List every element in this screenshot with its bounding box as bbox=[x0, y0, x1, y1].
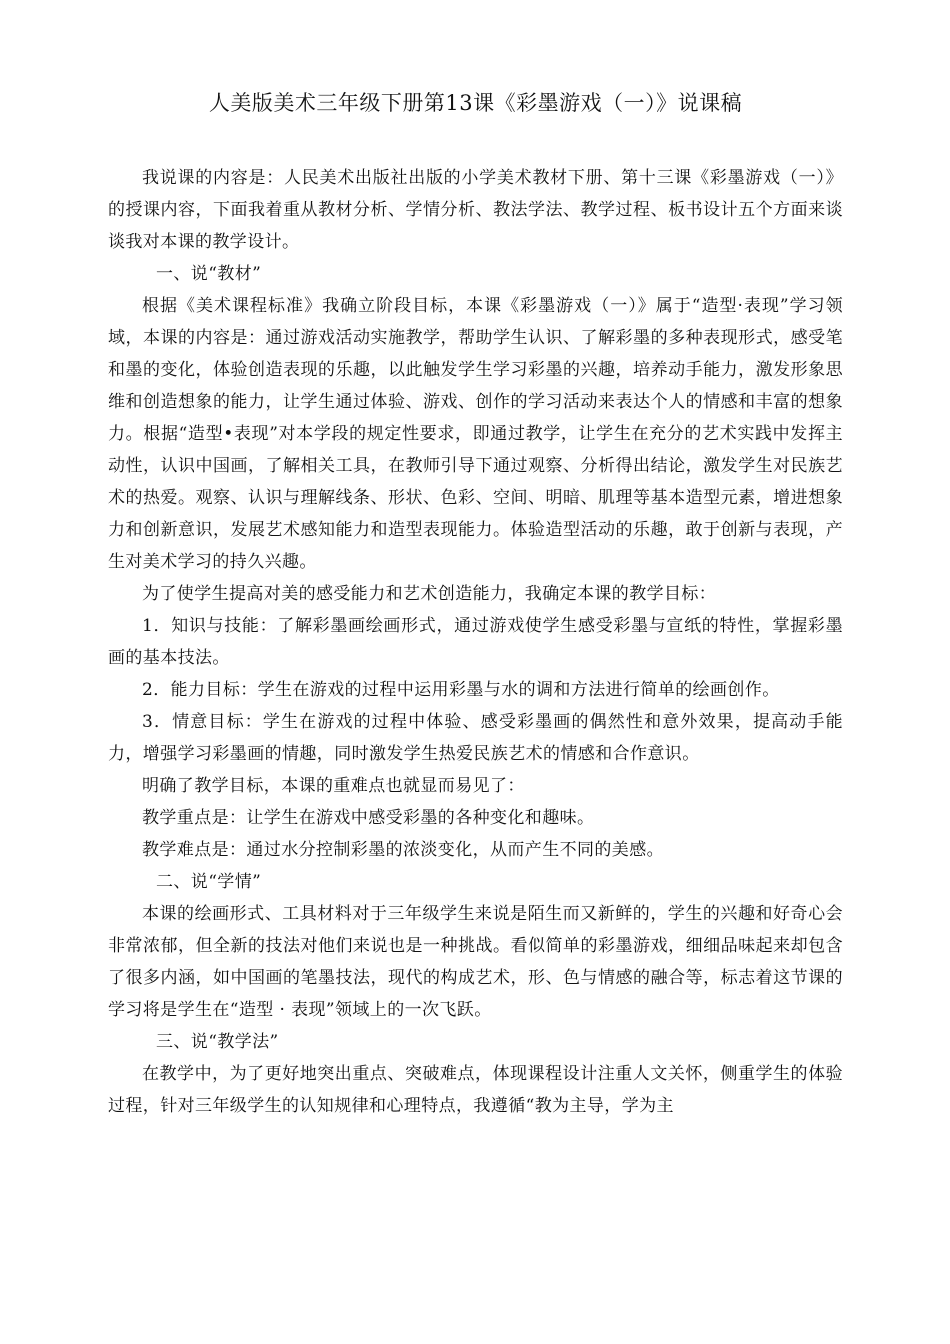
list-item-goal-ability: 2．能力目标：学生在游戏的过程中运用彩墨与水的调和方法进行简单的绘画创作。 bbox=[142, 680, 780, 700]
paragraph-textbook-analysis: 根据《美术课程标准》我确立阶段目标，本课《彩墨游戏（一）》属于“造型·表现”学习领域，本课的内容是：通过游戏活动实施教学，帮助学生认识、了解彩墨的多种表现形式，感受笔和墨的变化，体验创造表现的乐趣，以此触发学生学习彩墨的兴趣，培养动手能力，激发形象思维和创造想象的能力，让学生通过体验、游戏、创作的学习活动来表达个人的情感和丰富的想象力。根据“造型•表现”对本学段的规定性要求，即通过教学，让学生在充分的艺术实践中发挥主动性，认识中国画，了解相关工具，在教师引导下通过观察、分析得出结论，激发学生对民族艺术的热爱。观察、认识与理解线条、形状、色彩、空间、明暗、肌理等基本造型元素，增进想象力和创新意识，发展艺术感知能力和造型表现能力。体验造型活动的乐趣，敢于创新与表现，产生对美术学习的持久兴趣。 bbox=[108, 296, 843, 572]
document-page bbox=[108, 88, 843, 1122]
section-heading-textbook: 一、说“教材” bbox=[156, 264, 262, 284]
paragraph-intro: 我说课的内容是：人民美术出版社出版的小学美术教材下册、第十三课《彩墨游戏（一）》的授课内容，下面我着重从教材分析、学情分析、教法学法、教学过程、板书设计五个方面来谈谈我对本课的教学设计。 bbox=[108, 168, 843, 252]
paragraph-key-points-intro: 明确了教学目标，本课的重难点也就显而易见了： bbox=[142, 776, 525, 796]
page-title: 人美版美术三年级下册第13课《彩墨游戏（一）》说课稿 bbox=[208, 91, 743, 115]
paragraph-goals-intro: 为了使学生提高对美的感受能力和艺术创造能力，我确定本课的教学目标： bbox=[142, 584, 717, 604]
paragraph-teaching-methods: 在教学中，为了更好地突出重点、突破难点，体现课程设计注重人文关怀，侧重学生的体验过程，针对三年级学生的认知规律和心理特点，我遵循“教为主导，学为主 bbox=[108, 1064, 843, 1116]
paragraph-student-analysis: 本课的绘画形式、工具材料对于三年级学生来说是陌生而又新鲜的，学生的兴趣和好奇心会非常浓郁，但全新的技法对他们来说也是一种挑战。看似简单的彩墨游戏，细细品味起来却包含了很多内涵，如中国画的笔墨技法，现代的构成艺术，形、色与情感的融合等，标志着这节课的学习将是学生在“造型 · 表现”领域上的一次飞跃。 bbox=[108, 904, 843, 1020]
paragraph-teaching-difficulty: 教学难点是：通过水分控制彩墨的浓淡变化，从而产生不同的美感。 bbox=[142, 840, 664, 860]
paragraph-teaching-focus: 教学重点是：让学生在游戏中感受彩墨的各种变化和趣味。 bbox=[142, 808, 595, 828]
list-item-goal-emotion: 3．情意目标：学生在游戏的过程中体验、感受彩墨画的偶然性和意外效果，提高动手能力，增强学习彩墨画的情趣，同时激发学生热爱民族艺术的情感和合作意识。 bbox=[108, 712, 843, 764]
section-heading-methods: 三、说“教学法” bbox=[156, 1032, 279, 1052]
section-heading-students: 二、说“学情” bbox=[156, 872, 262, 892]
list-item-goal-knowledge: 1．知识与技能：了解彩墨画绘画形式，通过游戏使学生感受彩墨与宣纸的特性，掌握彩墨画的基本技法。 bbox=[108, 616, 843, 668]
